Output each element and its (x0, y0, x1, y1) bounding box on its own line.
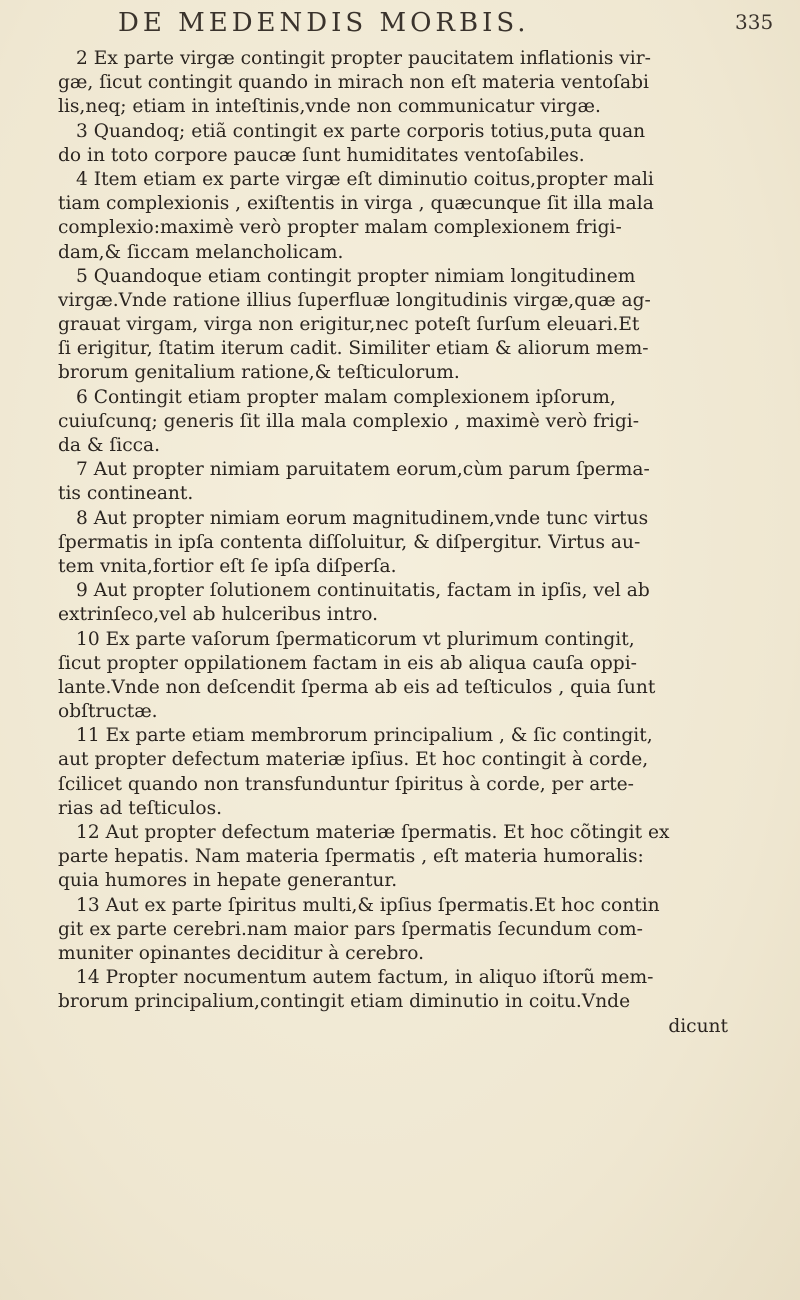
text-line: ſicut propter oppilationem factam in eis ab aliqua cauſa oppi- (58, 652, 637, 674)
running-title: DE MEDENDIS MORBIS. (118, 8, 530, 38)
text-line: 8 Aut propter nimiam eorum magnitudinem,vnde tunc virtus (76, 507, 649, 529)
text-line: brorum principalium,contingit etiam diminutio in coitu.Vnde (58, 991, 631, 1013)
page-number: 335 (735, 10, 774, 34)
text-line: 5 Quandoque etiam contingit propter nimiam longitudinem (76, 265, 636, 287)
text-line: 6 Contingit etiam propter malam complexionem ipſorum, (76, 386, 616, 408)
body-text (58, 47, 748, 1039)
text-line: ſi erigitur, ſtatim iterum cadit. Similiter etiam & aliorum mem- (58, 338, 649, 360)
text-line: git ex parte cerebri.nam maior pars ſpermatis ſecundum com- (58, 918, 643, 940)
text-line: da & ſicca. (58, 435, 161, 456)
text-line: tem vnita,fortior eſt ſe ipſa diſperſa. (58, 555, 397, 577)
text-line: cuiuſcunq; generis ſit illa mala complexio , maximè verò frigi- (58, 410, 640, 432)
text-line: aut propter defectum materiæ ipſius. Et hoc contingit à corde, (58, 749, 649, 771)
text-line: tis contineant. (58, 483, 194, 505)
text-line: muniter opinantes deciditur à cerebro. (58, 942, 425, 964)
text-line: grauat virgam, virga non erigitur,nec poteſt ſurſum eleuari.Et (58, 314, 640, 336)
text-line: ſpermatis in ipſa contenta diſſoluitur, & diſpergitur. Virtus au- (58, 531, 641, 553)
text-line: 14 Propter nocumentum autem factum, in aliquo iſtorũ mem- (76, 967, 654, 989)
text-line: 2 Ex parte virgæ contingit propter paucitatem inflationis vir- (76, 48, 651, 69)
text-line: lis,neq; etiam in inteſtinis,vnde non communicatur virgæ. (58, 96, 601, 118)
text-line: 13 Aut ex parte ſpiritus multi,& ipſius ſpermatis.Et hoc contin (76, 894, 660, 916)
text-line: dicunt (668, 1015, 728, 1037)
text-line: do in toto corpore paucæ ſunt humiditates ventoſabiles. (58, 144, 585, 166)
text-line: 10 Ex parte vaſorum ſpermaticorum vt plurimum contingit, (76, 628, 635, 650)
text-line: 7 Aut propter nimiam paruitatem eorum,cùm parum ſperma- (76, 459, 650, 481)
text-line: gæ, ſicut contingit quando in mirach non eſt materia ventoſabi (58, 72, 649, 94)
text-line: ſcilicet quando non transfunduntur ſpiritus à corde, per arte- (58, 773, 634, 795)
text-line: obſtructæ. (58, 701, 158, 723)
text-line: 4 Item etiam ex parte virgæ eſt diminutio coitus,propter mali (76, 168, 654, 190)
text-line: 12 Aut propter defectum materiæ ſpermatis. Et hoc cõtingit ex (76, 822, 670, 843)
text-line: 3 Quandoq; etiã contingit ex parte corporis totius,puta quan (76, 120, 646, 142)
text-line: complexio:maximè verò propter malam complexionem frigi- (58, 217, 622, 239)
text-line: 9 Aut propter ſolutionem continuitatis, factam in ipſis, vel ab (76, 580, 650, 602)
text-line: 11 Ex parte etiam membrorum principalium , & ſic contingit, (76, 725, 653, 747)
text-line: quia humores in hepate generantur. (58, 870, 398, 892)
text-line: dam,& ſiccam melancholicam. (58, 241, 344, 263)
text-line: extrinſeco,vel ab hulceribus intro. (58, 604, 378, 626)
text-line: rias ad teſticulos. (58, 797, 223, 819)
text-line: tiam complexionis , exiſtentis in virga , quæcunque ſit illa mala (58, 193, 654, 215)
text-line: virgæ.Vnde ratione illius ſuperfluæ longitudinis virgæ,quæ ag- (58, 289, 651, 311)
text-line: parte hepatis. Nam materia ſpermatis , eſt materia humoralis: (58, 846, 644, 868)
text-line: brorum genitalium ratione,& teſticulorum. (58, 362, 460, 384)
text-line: lante.Vnde non deſcendit ſperma ab eis ad teſticulos , quia ſunt (58, 676, 656, 698)
